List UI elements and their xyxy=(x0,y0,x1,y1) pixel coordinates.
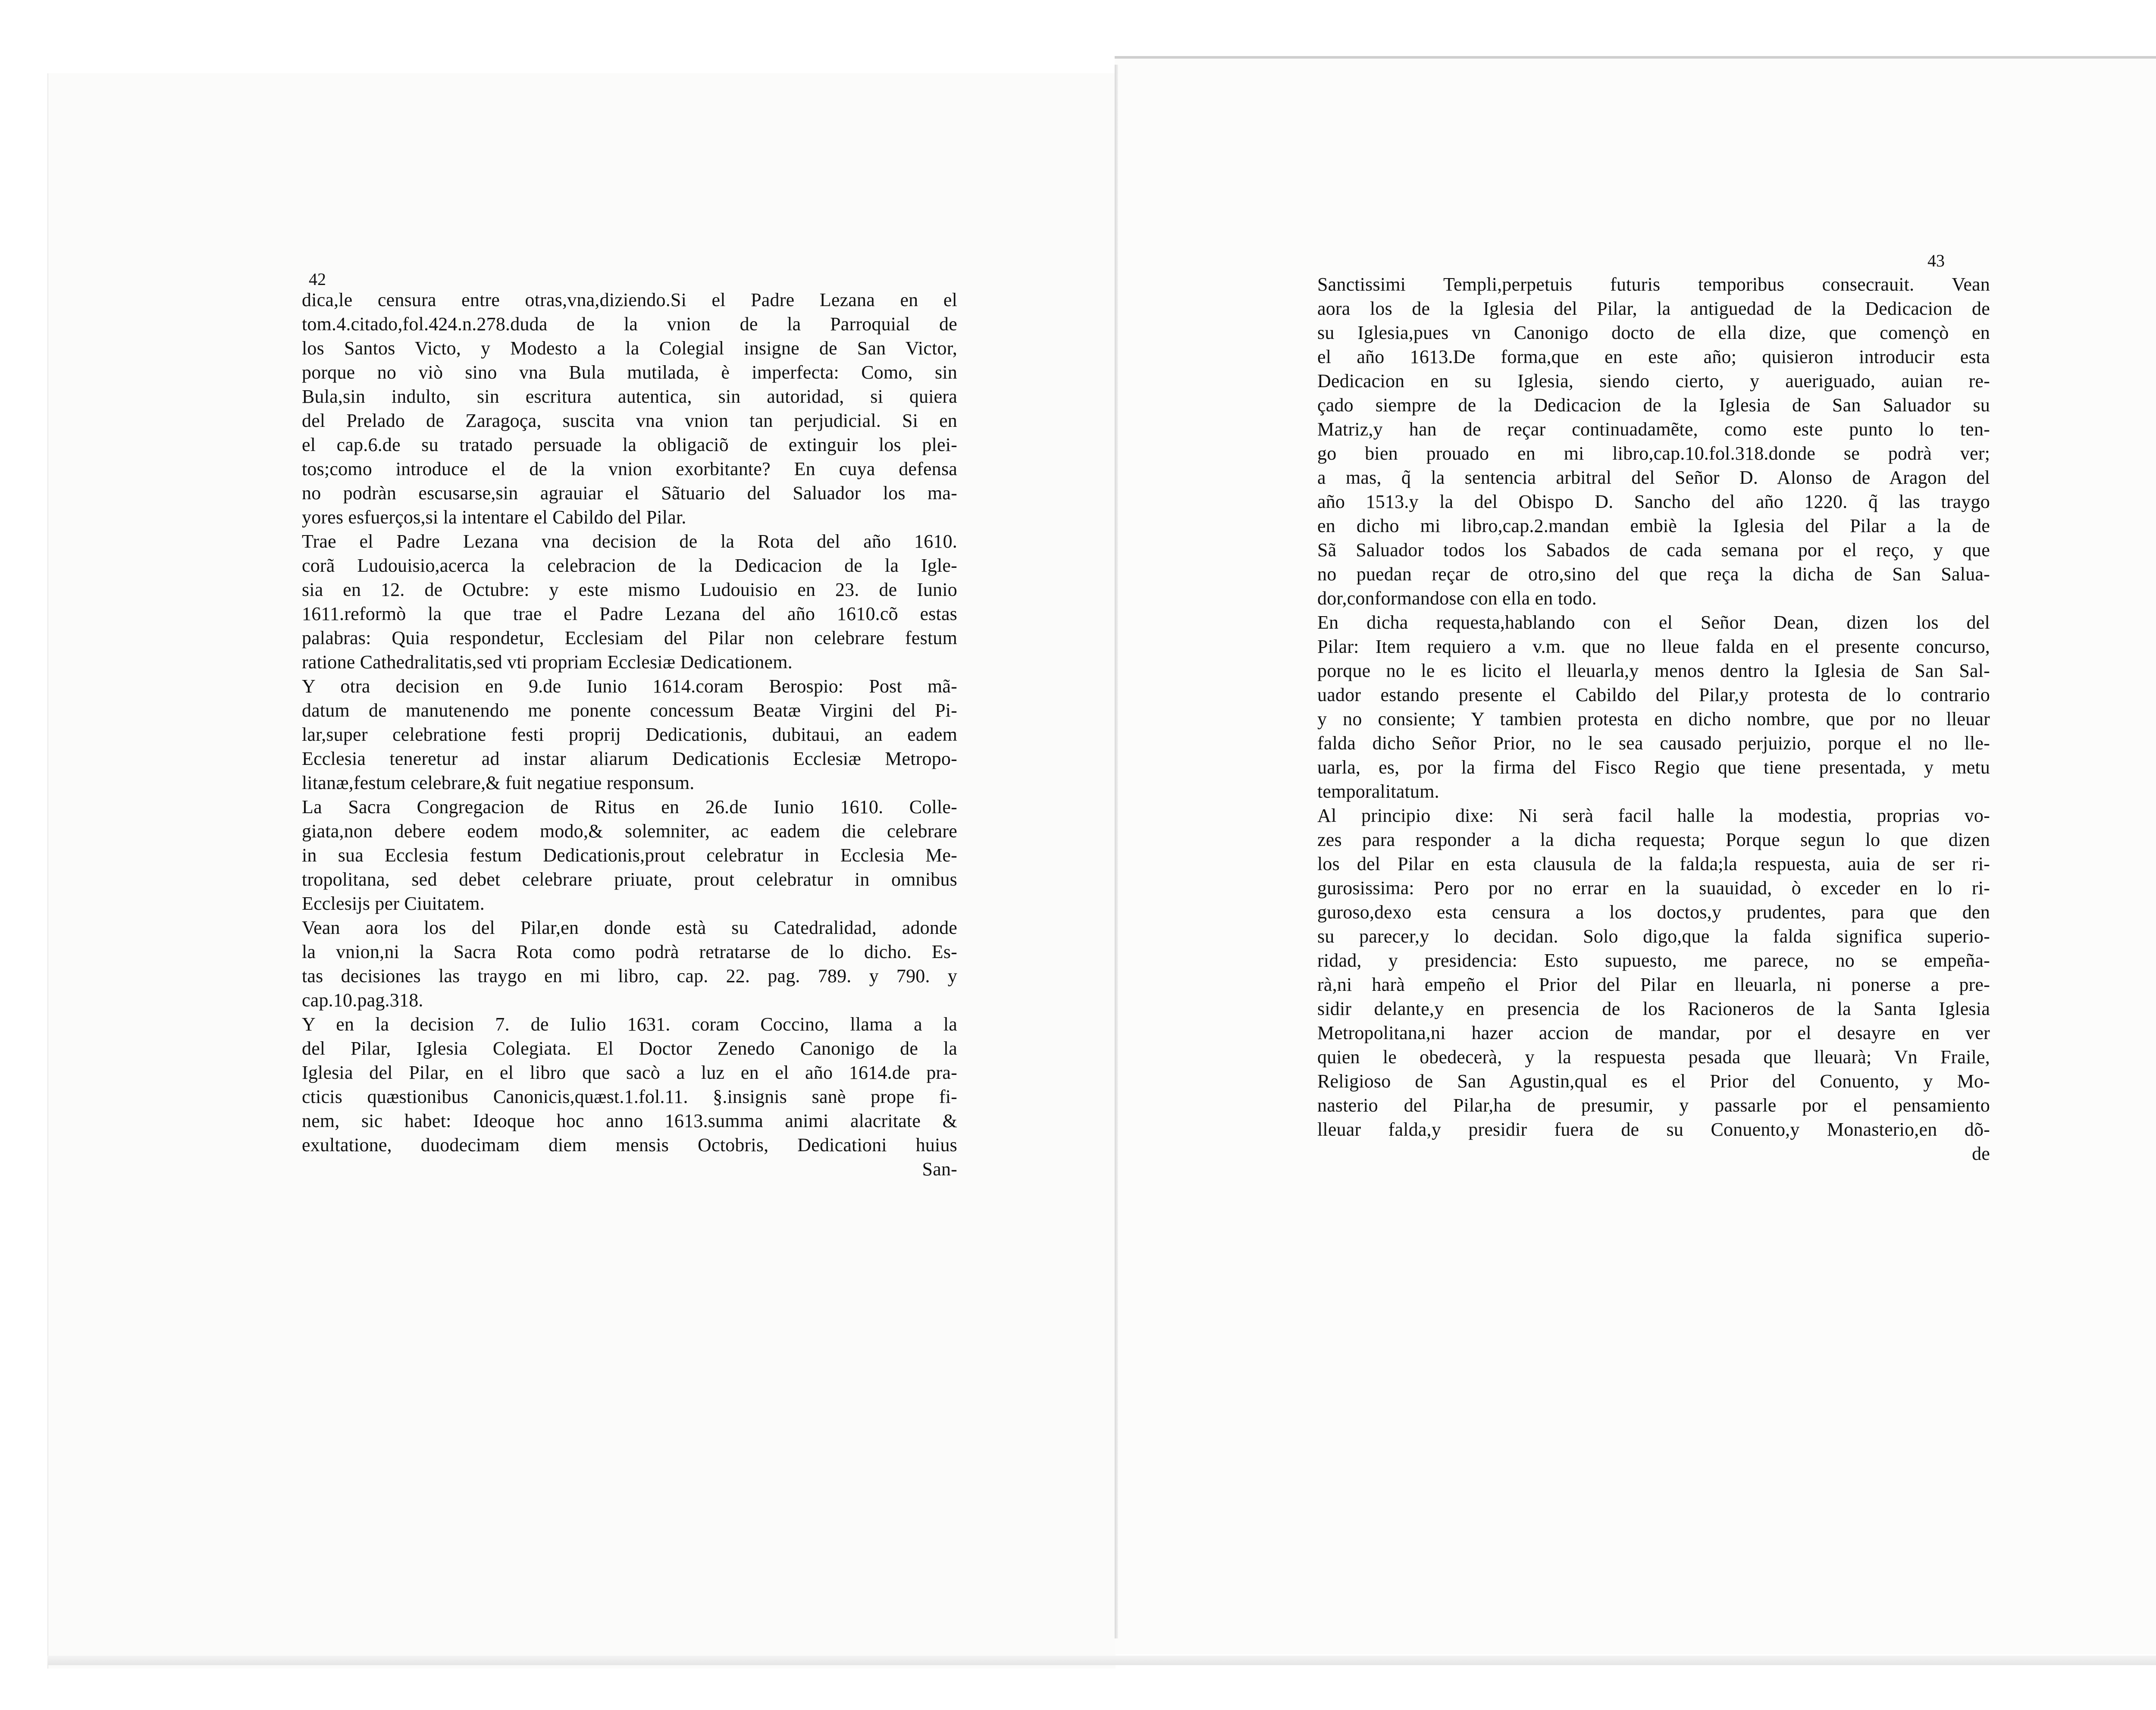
text-line: Metropolitana,ni hazer accion de mandar, por el desayre en ver xyxy=(1317,1022,1990,1043)
text-line: Dedicacion en su Iglesia, siendo cierto, y aueriguado, auian re- xyxy=(1317,370,1990,391)
text-line: lar,super celebratione festi proprij Dedicationis, dubitaui, an eadem xyxy=(302,724,957,745)
text-line: no podràn escusarse,sin agrauiar el Sãtuario del Saluador los ma- xyxy=(302,482,957,504)
text-line: aora los de la Iglesia del Pilar, la antiguedad de la Dedicacion de xyxy=(1317,298,1990,319)
text-line: del Pilar, Iglesia Colegiata. El Doctor Zenedo Canonigo de la xyxy=(302,1038,957,1059)
text-line: Ecclesia teneretur ad instar aliarum Dedicationis Ecclesiæ Metropo- xyxy=(302,748,957,769)
text-line: guroso,dexo esta censura a los doctos,y prudentes, para que den xyxy=(1317,902,1990,923)
text-line: el año 1613.De forma,que en este año; quisieron introducir esta xyxy=(1317,346,1990,367)
text-line: gurosissima: Pero por no errar en la suauidad, ò exceder en lo ri- xyxy=(1317,877,1990,899)
text-line: tom.4.citado,fol.424.n.278.duda de la vnion de la Parroquial de xyxy=(302,313,957,335)
text-line: de xyxy=(1972,1143,1990,1164)
text-line: in sua Ecclesia festum Dedicationis,prout celebratur in Ecclesia Me- xyxy=(302,845,957,866)
text-line: cticis quæstionibus Canonicis,quæst.1.fol.11. §.insignis sanè prope fi- xyxy=(302,1086,957,1107)
text-line: dor,conformandose con ella en todo. xyxy=(1317,588,1597,609)
text-line: Iglesia del Pilar, en el libro que sacò a luz en el año 1614.de pra- xyxy=(302,1062,957,1083)
book-gutter xyxy=(1115,65,1118,1638)
text-line: lleuar falda,y presidir fuera de su Conuento,y Monasterio,en dõ- xyxy=(1317,1119,1990,1140)
text-line: litanæ,festum celebrare,& fuit negatiue responsum. xyxy=(302,772,695,793)
text-line: uarla, es, por la firma del Fisco Regio que tiene presentada, y metu xyxy=(1317,757,1990,778)
text-line: La Sacra Congregacion de Ritus en 26.de Iunio 1610. Colle- xyxy=(302,796,957,817)
text-line: Sã Saluador todos los Sabados de cada semana por el reço, y que xyxy=(1317,539,1990,561)
text-line: Al principio dixe: Ni serà facil halle la modestia, proprias vo- xyxy=(1317,805,1990,826)
text-line: tos;como introduce el de la vnion exorbitante? En cuya defensa xyxy=(302,458,957,479)
text-line: ridad, y presidencia: Esto supuesto, me parece, no se empeña- xyxy=(1317,950,1990,971)
text-line: del Prelado de Zaragoça, suscita vna vnion tan perjudicial. Si en xyxy=(302,410,957,431)
text-line: Sanctissimi Templi,perpetuis futuris temporibus consecrauit. Vean xyxy=(1317,274,1990,295)
text-line: Vean aora los del Pilar,en donde està su Catedralidad, adonde xyxy=(302,917,957,938)
text-line: go bien prouado en mi libro,cap.10.fol.318.donde se podrà ver; xyxy=(1317,443,1990,464)
text-line: sia en 12. de Octubre: y este mismo Ludouisio en 23. de Iunio xyxy=(302,579,957,600)
text-line: en dicho mi libro,cap.2.mandan embiè la Iglesia del Pilar a la de xyxy=(1317,515,1990,536)
text-line: 1611.reformò la que trae el Padre Lezana del año 1610.cõ estas xyxy=(302,603,957,624)
text-line: Bula,sin indulto, sin escritura autentica, sin autoridad, si quiera xyxy=(302,386,957,407)
text-line: los Santos Victo, y Modesto a la Colegial insigne de San Victor, xyxy=(302,338,957,359)
text-line: falda dicho Señor Prior, no le sea causado perjuizio, porque el no lle- xyxy=(1317,733,1990,754)
left-text-lines xyxy=(302,288,957,1181)
right-text-lines xyxy=(1317,272,1990,1166)
text-line: los del Pilar en esta clausula de la falda;la respuesta, auia de ser ri- xyxy=(1317,853,1990,874)
text-line: exultatione, duodecimam diem mensis Octobris, Dedicationi huius xyxy=(302,1134,957,1156)
text-line: En dicha requesta,hablando con el Señor Dean, dizen los del xyxy=(1317,612,1990,633)
left-page-number: 42 xyxy=(309,269,326,289)
text-line: y no consiente; Y tambien protesta en dicho nombre, que por no lleuar xyxy=(1317,708,1990,730)
text-line: dica,le censura entre otras,vna,diziendo.Si el Padre Lezana en el xyxy=(302,289,957,310)
text-line: Y otra decision en 9.de Iunio 1614.coram Berospio: Post mã- xyxy=(302,676,957,697)
text-line: a mas, q̃ la sentencia arbitral del Señor D. Alonso de Aragon del xyxy=(1317,467,1990,488)
text-line: rà,ni harà empeño el Prior del Pilar en lleuarla, ni ponerse a pre- xyxy=(1317,974,1990,995)
text-line: palabras: Quia respondetur, Ecclesiam del Pilar non celebrare festum xyxy=(302,627,957,648)
text-line: Ecclesijs per Ciuitatem. xyxy=(302,893,485,914)
text-line: quien le obedecerà, y la respuesta pesada que lleuarà; Vn Fraile, xyxy=(1317,1046,1990,1068)
text-line: la vnion,ni la Sacra Rota como podrà retratarse de lo dicho. Es- xyxy=(302,941,957,962)
text-line: giata,non debere eodem modo,& solemniter, ac eadem die celebrare xyxy=(302,821,957,842)
text-line: Pilar: Item requiero a v.m. que no lleue falda en el presente concurso, xyxy=(1317,636,1990,657)
text-line: sidir delante,y en presencia de los Racioneros de la Santa Iglesia xyxy=(1317,998,1990,1019)
text-line: çado siempre de la Dedicacion de la Iglesia de San Saluador su xyxy=(1317,395,1990,416)
text-line: año 1513.y la del Obispo D. Sancho del año 1220. q̃ las traygo xyxy=(1317,491,1990,512)
text-line: temporalitatum. xyxy=(1317,781,1439,802)
text-line: cap.10.pag.318. xyxy=(302,990,423,1011)
text-line: no puedan reçar de otro,sino del que reça la dicha de San Salua- xyxy=(1317,564,1990,585)
text-line: corã Ludouisio,acerca la celebracion de la Dedicacion de la Igle- xyxy=(302,555,957,576)
text-line: porque no le es licito el lleuarla,y menos dentro la Iglesia de San Sal- xyxy=(1317,660,1990,681)
text-line: nem, sic habet: Ideoque hoc anno 1613.summa animi alacritate & xyxy=(302,1110,957,1131)
text-line: uador estando presente el Cabildo del Pilar,y protesta de lo contrario xyxy=(1317,684,1990,705)
text-line: Matriz,y han de reçar continuadamẽte, como este punto lo ten- xyxy=(1317,419,1990,440)
text-line: tropolitana, sed debet celebrare priuate, prout celebratur in omnibus xyxy=(302,869,957,890)
text-line: Y en la decision 7. de Iulio 1631. coram Coccino, llama a la xyxy=(302,1014,957,1035)
text-line: tas decisiones las traygo en mi libro, cap. 22. pag. 789. y 790. y xyxy=(302,965,957,987)
text-line: porque no viò sino vna Bula mutilada, è imperfecta: Como, sin xyxy=(302,362,957,383)
text-line: el cap.6.de su tratado persuade la obligaciõ de extinguir los plei- xyxy=(302,434,957,455)
text-line: ratione Cathedralitatis,sed vti propriam Ecclesiæ Dedicationem. xyxy=(302,651,793,673)
text-line: zes para responder a la dicha requesta; Porque segun lo que dizen xyxy=(1317,829,1990,850)
text-line: datum de manutenendo me ponente concessum Beatæ Virgini del Pi- xyxy=(302,700,957,721)
text-line: San- xyxy=(922,1159,957,1180)
right-page-number: 43 xyxy=(1927,251,1945,270)
text-line: yores esfuerços,si la intentare el Cabildo del Pilar. xyxy=(302,507,686,528)
text-line: Religioso de San Agustin,qual es el Prior del Conuento, y Mo- xyxy=(1317,1071,1990,1092)
text-line: Trae el Padre Lezana vna decision de la Rota del año 1610. xyxy=(302,531,957,552)
page-bottom-edge xyxy=(47,1656,2156,1665)
text-line: su parecer,y lo decidan. Solo digo,que la falda significa superio- xyxy=(1317,926,1990,947)
text-line: nasterio del Pilar,ha de presumir, y passarle por el pensamiento xyxy=(1317,1095,1990,1116)
text-line: su Iglesia,pues vn Canonigo docto de ella dize, que començò en xyxy=(1317,322,1990,343)
